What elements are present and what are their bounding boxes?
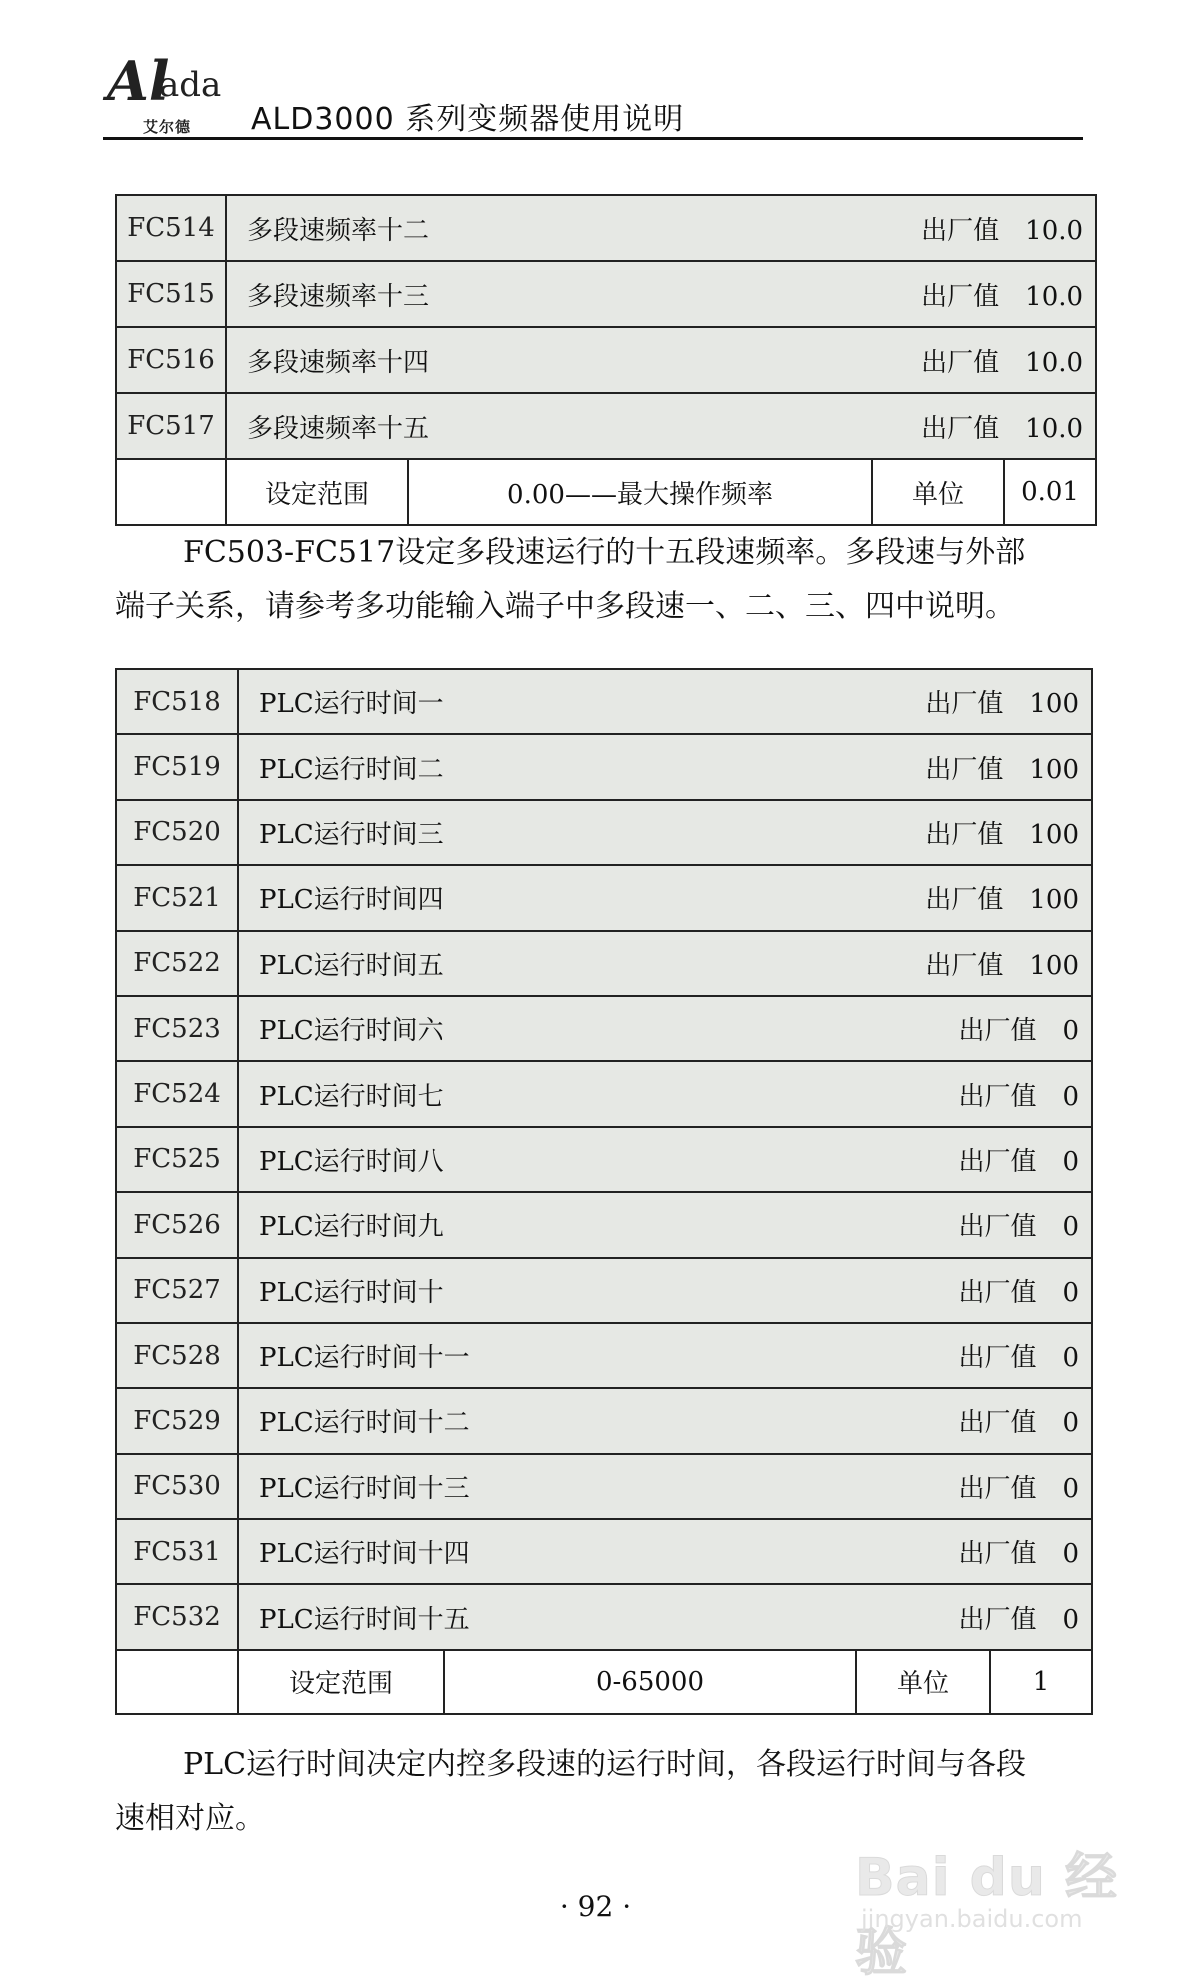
paragraph-line: 端子关系，请参考多功能输入端子中多段速一、二、三、四中说明。 <box>115 589 1015 624</box>
param-table-plc-time <box>115 668 1093 1715</box>
param-table-multispeed <box>115 194 1097 526</box>
param-code: FC524 <box>116 1061 238 1126</box>
default-label: 出厂值 <box>958 1277 1037 1308</box>
param-default <box>958 1206 1079 1243</box>
param-name: PLC运行时间二 <box>259 754 444 785</box>
range-row <box>116 1650 1092 1714</box>
param-default <box>958 1599 1079 1636</box>
unit-value: 1 <box>990 1650 1092 1714</box>
default-value: 0 <box>1062 1408 1079 1439</box>
param-row <box>116 195 1096 261</box>
param-row <box>116 1388 1092 1453</box>
param-description-cell <box>238 1519 1092 1584</box>
param-description-cell <box>238 1127 1092 1192</box>
param-description-cell <box>226 393 1096 459</box>
param-default <box>958 1402 1079 1439</box>
param-name: PLC运行时间十 <box>259 1277 444 1308</box>
param-code: FC520 <box>116 800 238 865</box>
param-row <box>116 734 1092 799</box>
param-default <box>921 408 1083 445</box>
param-default <box>958 1141 1079 1178</box>
param-name: PLC运行时间四 <box>259 885 444 916</box>
document-title: ALD3000 系列变频器使用说明 <box>251 102 685 137</box>
param-description-cell <box>238 1388 1092 1453</box>
param-description-cell <box>238 800 1092 865</box>
default-label: 出厂值 <box>958 1604 1037 1635</box>
default-label: 出厂值 <box>958 1146 1037 1177</box>
param-row <box>116 1258 1092 1323</box>
param-name: PLC运行时间三 <box>259 819 444 850</box>
param-default <box>921 342 1083 379</box>
param-default <box>925 879 1079 916</box>
default-label: 出厂值 <box>958 1408 1037 1439</box>
param-description-cell <box>238 1454 1092 1519</box>
param-row <box>116 1584 1092 1649</box>
default-label: 出厂值 <box>958 1343 1037 1374</box>
default-value: 100 <box>1029 885 1079 916</box>
param-code: FC518 <box>116 669 238 734</box>
default-label: 出厂值 <box>921 215 1000 246</box>
page-header <box>103 48 1083 138</box>
param-code: FC521 <box>116 865 238 930</box>
param-code: FC517 <box>116 393 226 459</box>
param-row <box>116 865 1092 930</box>
param-default <box>925 814 1079 851</box>
param-name: 多段速频率十五 <box>247 413 430 444</box>
param-description-cell <box>238 1584 1092 1649</box>
param-name: PLC运行时间五 <box>259 950 444 981</box>
param-code: FC531 <box>116 1519 238 1584</box>
watermark-text: Bai du 经验 <box>855 1848 1118 1983</box>
param-default <box>925 945 1079 982</box>
param-code: FC515 <box>116 261 226 327</box>
param-default <box>958 1076 1079 1113</box>
param-description-cell <box>238 865 1092 930</box>
param-code: FC519 <box>116 734 238 799</box>
param-code: FC525 <box>116 1127 238 1192</box>
default-value: 0 <box>1062 1343 1079 1374</box>
default-label: 出厂值 <box>921 281 1000 312</box>
param-code: FC522 <box>116 931 238 996</box>
param-name: PLC运行时间八 <box>259 1146 444 1177</box>
param-name: PLC运行时间十五 <box>259 1604 470 1635</box>
range-label: 设定范围 <box>238 1650 444 1714</box>
param-default <box>958 1468 1079 1505</box>
default-label: 出厂值 <box>958 1212 1037 1243</box>
param-code: FC523 <box>116 996 238 1061</box>
param-code: FC532 <box>116 1584 238 1649</box>
param-description-cell <box>238 996 1092 1061</box>
default-value: 100 <box>1029 950 1079 981</box>
param-default <box>958 1533 1079 1570</box>
param-default <box>925 749 1079 786</box>
param-description-cell <box>238 1323 1092 1388</box>
default-value: 100 <box>1029 689 1079 720</box>
default-label: 出厂值 <box>925 819 1004 850</box>
param-row <box>116 1519 1092 1584</box>
param-name: PLC运行时间十二 <box>259 1408 470 1439</box>
param-row <box>116 800 1092 865</box>
param-name: 多段速频率十四 <box>247 347 430 378</box>
param-row <box>116 1454 1092 1519</box>
param-row <box>116 327 1096 393</box>
param-row <box>116 1323 1092 1388</box>
default-value: 0 <box>1062 1016 1079 1047</box>
param-code: FC526 <box>116 1192 238 1257</box>
range-value: 0-65000 <box>444 1650 856 1714</box>
unit-label: 单位 <box>856 1650 990 1714</box>
logo-script: Al <box>107 49 170 113</box>
default-value: 0 <box>1062 1604 1079 1635</box>
param-default <box>925 683 1079 720</box>
default-label: 出厂值 <box>925 885 1004 916</box>
param-default <box>958 1010 1079 1047</box>
default-label: 出厂值 <box>958 1473 1037 1504</box>
param-row <box>116 996 1092 1061</box>
default-label: 出厂值 <box>958 1539 1037 1570</box>
paragraph-line: FC503-FC517设定多段速运行的十五段速频率。多段速与外部 <box>183 535 1026 570</box>
logo-text: ada <box>159 65 222 105</box>
param-name: 多段速频率十三 <box>247 281 430 312</box>
param-name: PLC运行时间十一 <box>259 1343 470 1374</box>
param-row <box>116 261 1096 327</box>
default-value: 0 <box>1062 1146 1079 1177</box>
param-name: PLC运行时间十四 <box>259 1539 470 1570</box>
param-description-cell <box>238 734 1092 799</box>
param-code: FC514 <box>116 195 226 261</box>
param-row <box>116 669 1092 734</box>
empty-cell <box>116 459 226 525</box>
default-value: 10.0 <box>1025 281 1084 312</box>
brand-logo <box>103 48 243 136</box>
default-value: 10.0 <box>1025 413 1084 444</box>
param-row <box>116 931 1092 996</box>
param-description-cell <box>238 931 1092 996</box>
param-name: PLC运行时间七 <box>259 1081 444 1112</box>
param-name: PLC运行时间十三 <box>259 1473 470 1504</box>
default-label: 出厂值 <box>958 1081 1037 1112</box>
range-label: 设定范围 <box>226 459 408 525</box>
paragraph-plc-time <box>115 1738 1095 1846</box>
default-label: 出厂值 <box>958 1016 1037 1047</box>
range-value: 0.00——最大操作频率 <box>408 459 872 525</box>
param-default <box>958 1337 1079 1374</box>
param-name: PLC运行时间一 <box>259 689 444 720</box>
range-row <box>116 459 1096 525</box>
param-description-cell <box>238 1192 1092 1257</box>
param-name: PLC运行时间九 <box>259 1212 444 1243</box>
baidu-watermark <box>855 1835 1145 1983</box>
param-code: FC528 <box>116 1323 238 1388</box>
param-description-cell <box>238 1061 1092 1126</box>
logo-chinese: 艾尔德 <box>143 118 192 136</box>
default-value: 0 <box>1062 1081 1079 1112</box>
param-row <box>116 1192 1092 1257</box>
param-description-cell <box>238 1258 1092 1323</box>
param-code: FC530 <box>116 1454 238 1519</box>
watermark-url: jingyan.baidu.com <box>861 1905 1083 1933</box>
paragraph-line: 速相对应。 <box>115 1801 265 1836</box>
default-label: 出厂值 <box>921 413 1000 444</box>
default-value: 10.0 <box>1025 347 1084 378</box>
default-value: 0 <box>1062 1473 1079 1504</box>
param-name: 多段速频率十二 <box>247 215 430 246</box>
param-description-cell <box>226 195 1096 261</box>
paragraph-line: PLC运行时间决定内控多段速的运行时间，各段运行时间与各段 <box>183 1747 1027 1782</box>
param-description-cell <box>226 261 1096 327</box>
default-value: 0 <box>1062 1539 1079 1570</box>
default-label: 出厂值 <box>925 689 1004 720</box>
param-code: FC516 <box>116 327 226 393</box>
param-default <box>921 276 1083 313</box>
param-name: PLC运行时间六 <box>259 1016 444 1047</box>
default-label: 出厂值 <box>921 347 1000 378</box>
param-row <box>116 1127 1092 1192</box>
default-value: 100 <box>1029 754 1079 785</box>
default-value: 100 <box>1029 819 1079 850</box>
default-label: 出厂值 <box>925 950 1004 981</box>
param-code: FC529 <box>116 1388 238 1453</box>
unit-value: 0.01 <box>1004 459 1096 525</box>
empty-cell <box>116 1650 238 1714</box>
param-code: FC527 <box>116 1258 238 1323</box>
header-rule <box>103 137 1083 140</box>
param-default <box>958 1272 1079 1309</box>
default-label: 出厂值 <box>925 754 1004 785</box>
param-default <box>921 210 1083 247</box>
default-value: 0 <box>1062 1277 1079 1308</box>
param-description-cell <box>226 327 1096 393</box>
paragraph-multispeed <box>115 526 1095 634</box>
unit-label: 单位 <box>872 459 1004 525</box>
default-value: 10.0 <box>1025 215 1084 246</box>
param-row <box>116 393 1096 459</box>
param-description-cell <box>238 669 1092 734</box>
param-row <box>116 1061 1092 1126</box>
page-number: · 92 · <box>559 1890 632 1923</box>
default-value: 0 <box>1062 1212 1079 1243</box>
